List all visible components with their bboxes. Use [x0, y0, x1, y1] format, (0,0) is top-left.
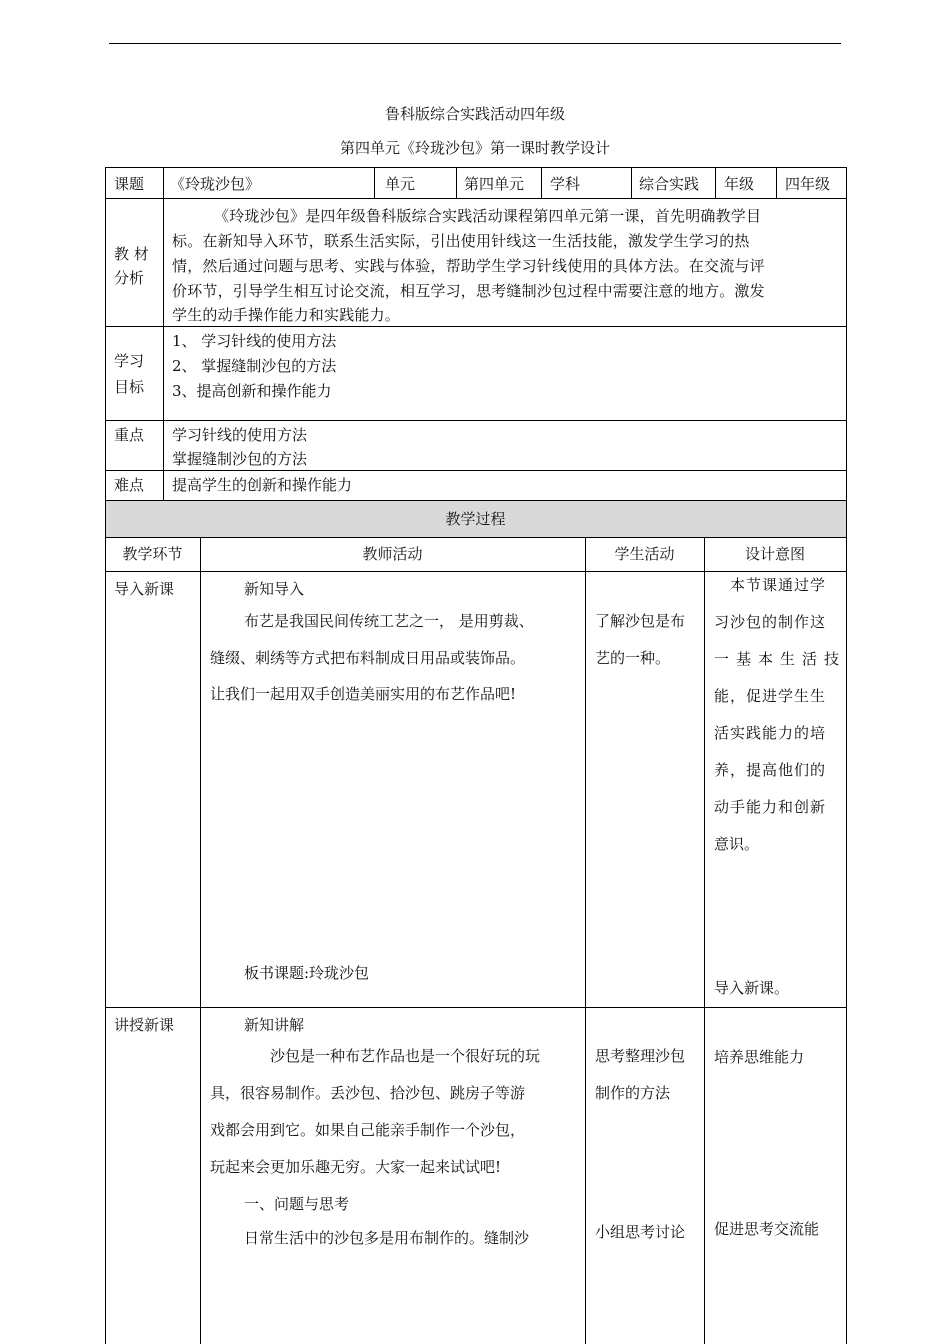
- intro-teacher-board: 板书课题:玲珑沙包: [244, 964, 370, 982]
- subject-label: 学科: [550, 175, 581, 193]
- intro-design-line: 养，提高他们的: [714, 761, 827, 779]
- intro-teacher-heading: 新知导入: [244, 580, 305, 598]
- intro-design-line: 能，促进学生生: [714, 687, 827, 705]
- learning-goal-item: 1、 学习针线的使用方法: [172, 332, 337, 350]
- lecture-teacher-heading: 新知讲解: [244, 1016, 305, 1034]
- lecture-student-discussion: 小组思考讨论: [595, 1223, 686, 1241]
- column-header-teacher: 教师活动: [362, 545, 423, 563]
- intro-design-line: 活实践能力的培: [714, 724, 827, 742]
- intro-design-line: 一基本生活技: [714, 650, 847, 668]
- unit-value: 第四单元: [464, 175, 525, 193]
- key-points-label: 重点: [114, 426, 145, 444]
- material-analysis-label-2: 分析: [114, 269, 145, 287]
- column-header-stage: 教学环节: [122, 545, 183, 563]
- lecture-student-line: 制作的方法: [595, 1084, 671, 1102]
- key-point-item: 掌握缝制沙包的方法: [172, 450, 308, 468]
- course-label: 课题: [114, 175, 145, 193]
- lecture-teacher-last-line: 日常生活中的沙包多是用布制作的。缝制沙: [244, 1229, 530, 1247]
- lecture-teacher-line: 沙包是一种布艺作品也是一个很好玩的玩: [270, 1047, 541, 1065]
- lecture-teacher-line: 玩起来会更加乐趣无穷。大家一起来试试吧!: [210, 1158, 502, 1176]
- material-analysis-line: 情，然后通过问题与思考、实践与体验，帮助学生学习针线使用的具体方法。在交流与评: [172, 257, 765, 275]
- process-title: 教学过程: [445, 510, 506, 528]
- learning-goal-item: 2、 掌握缝制沙包的方法: [172, 357, 337, 375]
- intro-teacher-line: 缝缀、刺绣等方式把布料制成日用品或装饰品。: [210, 649, 526, 667]
- intro-design-line: 习沙包的制作这: [714, 613, 827, 631]
- stage-lecture: 讲授新课: [114, 1016, 175, 1034]
- intro-design-line: 意识。: [714, 835, 760, 853]
- intro-teacher-line: 布艺是我国民间传统工艺之一， 是用剪裁、: [244, 612, 534, 630]
- learning-goals-label-1: 学习: [114, 352, 145, 370]
- column-header-student: 学生活动: [614, 545, 675, 563]
- column-header-design: 设计意图: [744, 545, 805, 563]
- lecture-teacher-line: 戏都会用到它。如果自己能亲手制作一个沙包，: [210, 1121, 526, 1139]
- unit-label: 单元: [385, 175, 416, 193]
- course-value: 《玲珑沙包》: [170, 175, 261, 193]
- header-rule: [109, 43, 841, 44]
- lecture-design-exchange: 促进思考交流能: [714, 1220, 820, 1238]
- material-analysis-label-1: 教 材: [114, 245, 149, 263]
- learning-goals-label-2: 目标: [114, 378, 145, 396]
- intro-student-line: 艺的一种。: [595, 649, 671, 667]
- material-analysis-line: 《玲珑沙包》是四年级鲁科版综合实践活动课程第四单元第一课，首先明确教学目: [214, 207, 762, 225]
- grade-label: 年级: [724, 175, 755, 193]
- material-analysis-line: 标。在新知导入环节，联系生活实际，引出使用针线这一生活技能，激发学生学习的热: [172, 232, 750, 250]
- difficulty-value: 提高学生的创新和操作能力: [172, 476, 353, 494]
- subject-value: 综合实践: [639, 175, 700, 193]
- lecture-design-thinking: 培养思维能力: [714, 1048, 805, 1066]
- intro-design-footer: 导入新课。: [714, 979, 790, 997]
- document-title-line2: 第四单元《玲珑沙包》第一课时教学设计: [339, 139, 610, 157]
- stage-intro: 导入新课: [114, 580, 175, 598]
- material-analysis-line: 学生的动手操作能力和实践能力。: [172, 306, 401, 324]
- intro-teacher-line: 让我们一起用双手创造美丽实用的布艺作品吧!: [210, 685, 517, 703]
- intro-student-line: 了解沙包是布: [595, 612, 686, 630]
- intro-design-line: 本节课通过学: [730, 576, 827, 594]
- learning-goal-item: 3、提高创新和操作能力: [172, 382, 332, 400]
- lecture-teacher-subheading: 一、问题与思考: [244, 1195, 350, 1213]
- lecture-student-line: 思考整理沙包: [595, 1047, 686, 1065]
- document-title-line1: 鲁科版综合实践活动四年级: [384, 105, 565, 123]
- difficulty-label: 难点: [114, 476, 145, 494]
- intro-design-line: 动手能力和创新: [714, 798, 827, 816]
- lecture-teacher-line: 具，很容易制作。丢沙包、拾沙包、跳房子等游: [210, 1084, 526, 1102]
- key-point-item: 学习针线的使用方法: [172, 426, 308, 444]
- material-analysis-line: 价环节，引导学生相互讨论交流，相互学习，思考缝制沙包过程中需要注意的地方。激发: [172, 282, 765, 300]
- grade-value: 四年级: [785, 175, 831, 193]
